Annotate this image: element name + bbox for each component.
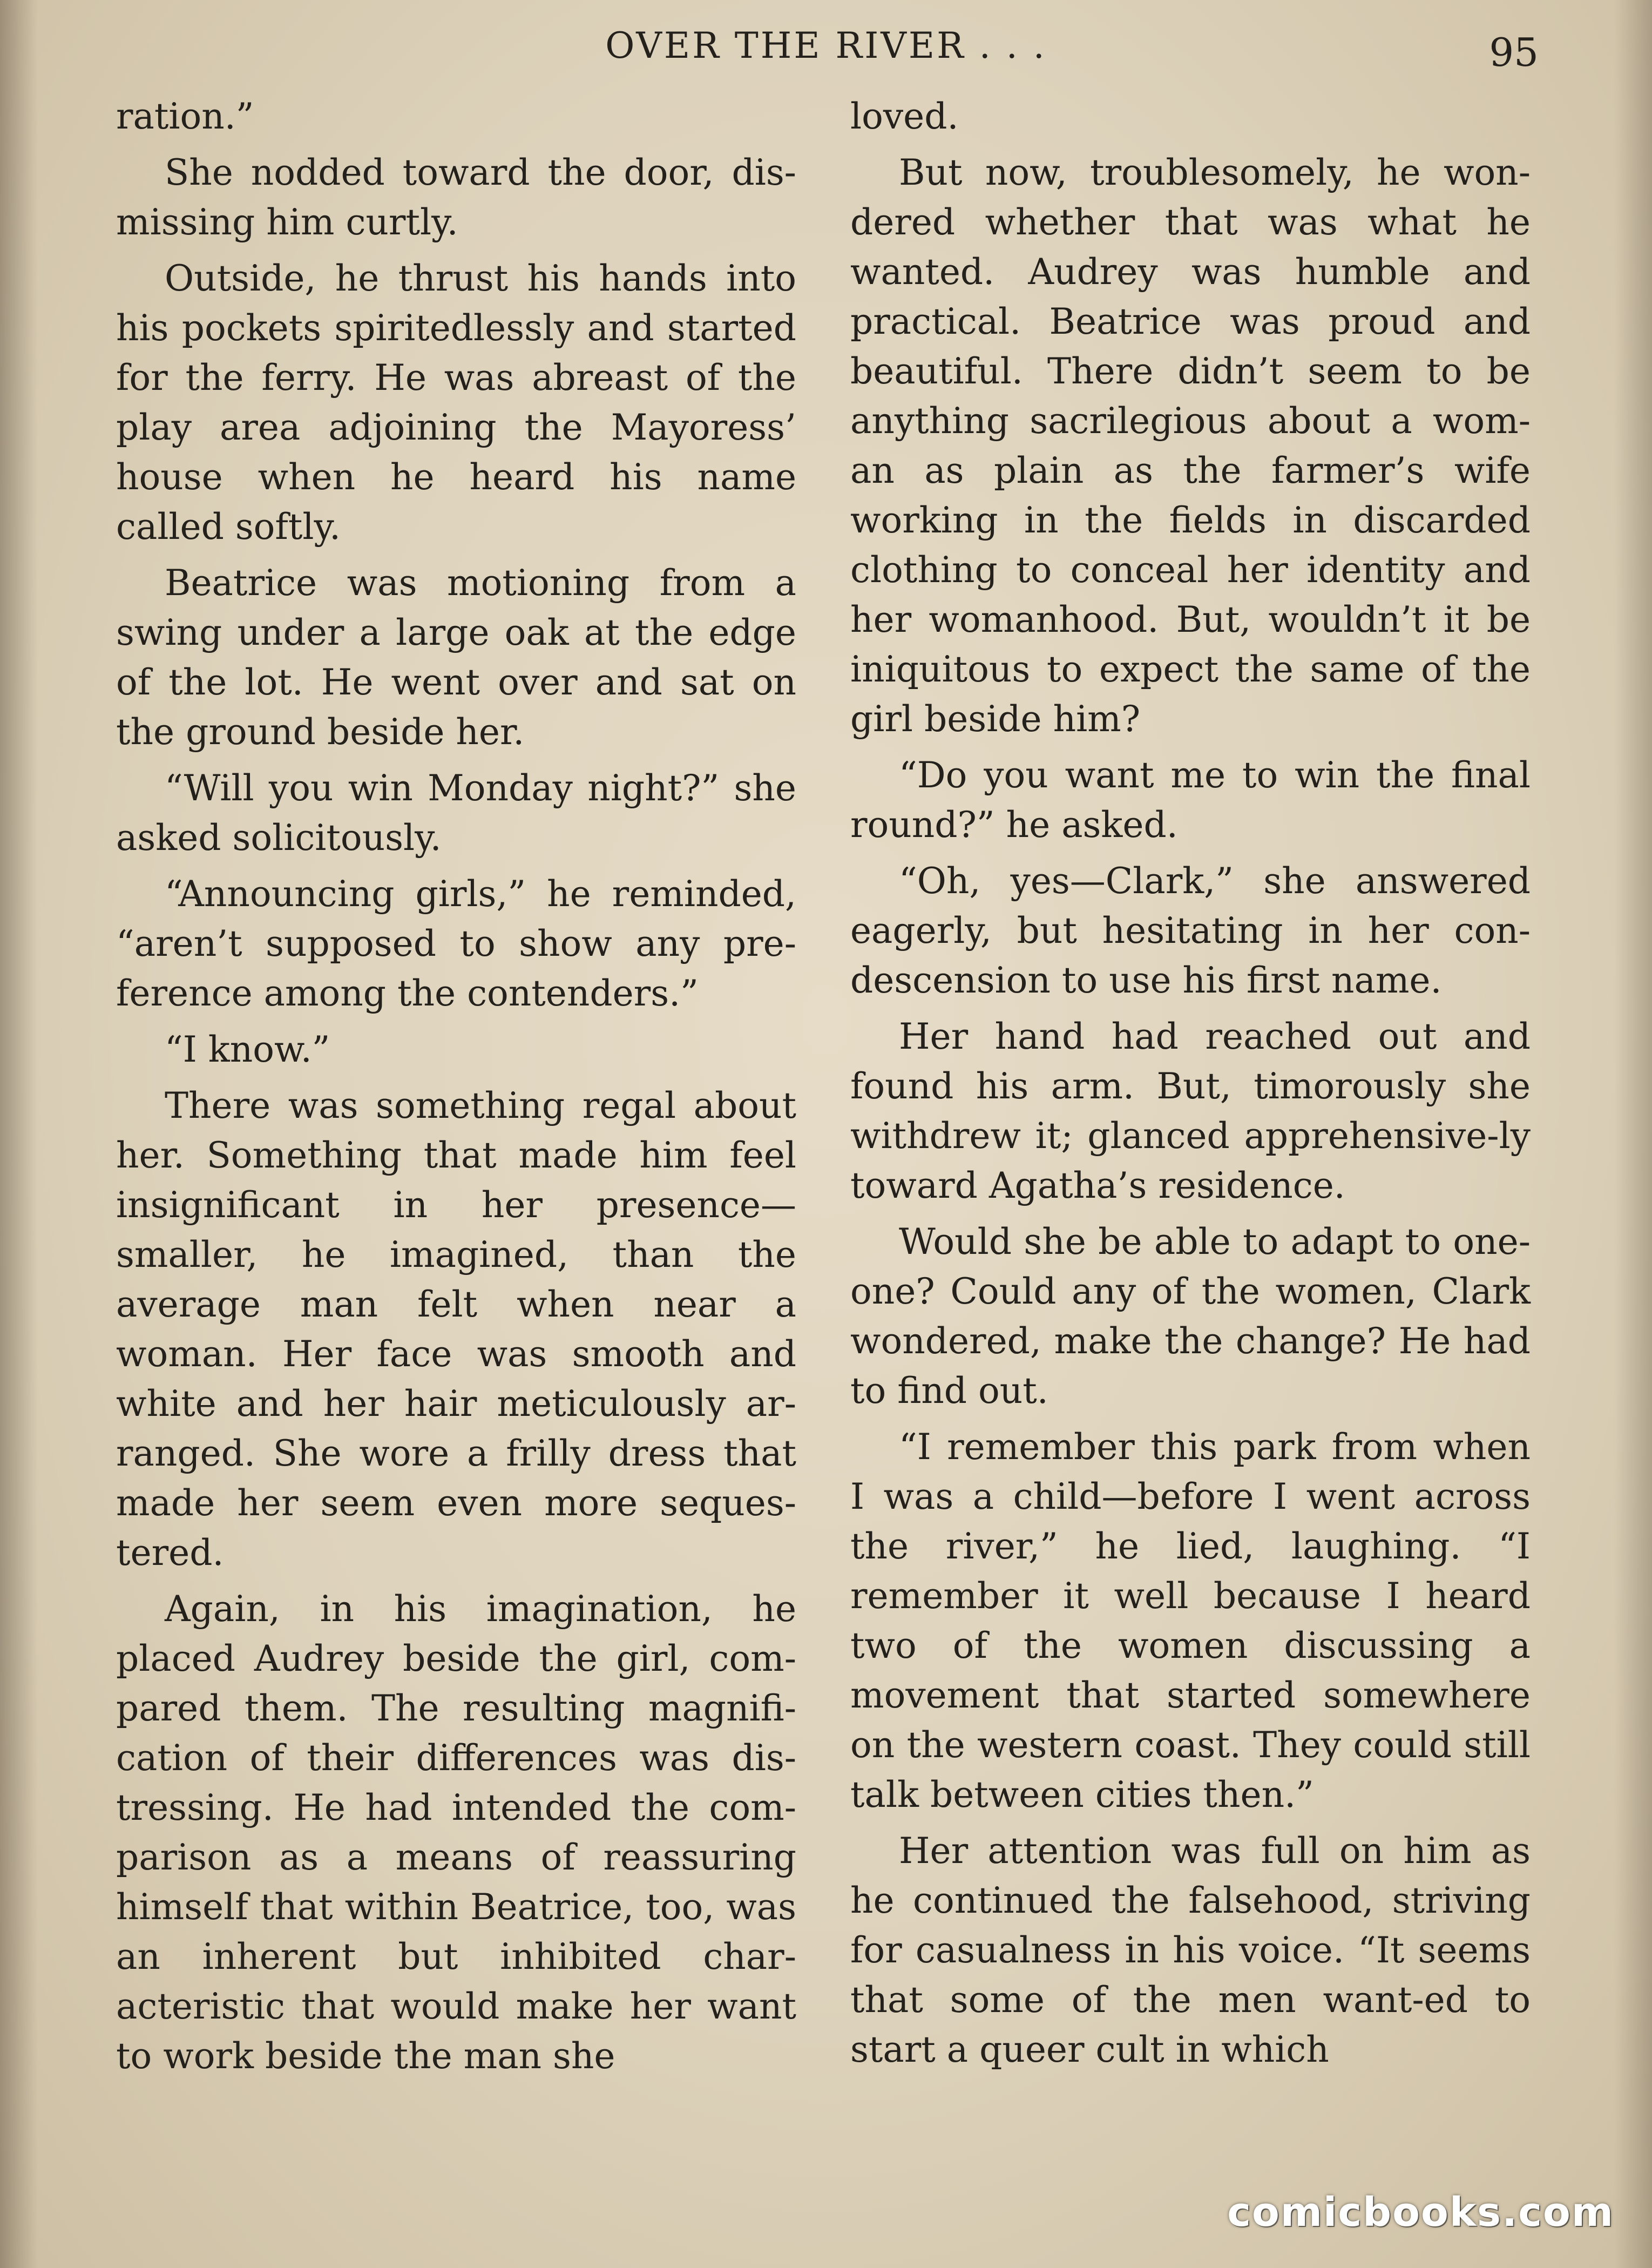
- paragraph: “Announcing girls,” he reminded, “aren’t supposed to show any pre-ference among the contenders.”: [116, 873, 796, 1014]
- left-text-column: [116, 92, 796, 2088]
- paragraph: “I know.”: [165, 1029, 330, 1070]
- paragraph: There was something regal about her. Something that made him feel insignificant in her presence—smaller, he imagined, than the average man felt when near a woman. Her face was smooth and white and her hair meticulously ar-ranged. She wore a frilly dress that made her seem even more seques-tered.: [116, 1085, 796, 1574]
- running-title: OVER THE RIVER . . .: [605, 25, 1047, 66]
- paragraph: Again, in his imagination, he placed Audrey beside the girl, com-pared them. The resulting magnifi-cation of their differences was dis-tressing. He had intended the com-parison as a means of reassuring himself that within Beatrice, too, was an inherent but inhibited char-acteristic that would make her want to work beside the man she: [116, 1588, 796, 2077]
- paragraph: Would she be able to adapt to one-one? Could any of the women, Clark wondered, make the change? He had to find out.: [850, 1221, 1531, 1412]
- page-number: 95: [1489, 30, 1539, 75]
- right-text-column: [850, 92, 1531, 2081]
- paragraph: She nodded toward the door, dis-missing him curtly.: [116, 152, 796, 243]
- paragraph: Beatrice was motioning from a swing under a large oak at the edge of the lot. He went over and sat on the ground beside her.: [116, 562, 796, 753]
- paragraph: “I remember this park from when I was a child—before I went across the river,” he lied, laughing. “I remember it well because I heard two of the women discussing a movement that started somewhere on the western coast. They could still talk between cities then.”: [850, 1426, 1531, 1815]
- paragraph: But now, troublesomely, he won-dered whether that was what he wanted. Audrey was humble and practical. Beatrice was proud and beautiful. There didn’t seem to be anything sacrilegious about a wom-an as plain as the farmer’s wife working in the fields in discarded clothing to conceal her identity and her womanhood. But, wouldn’t it be iniquitous to expect the same of the girl beside him?: [850, 152, 1531, 740]
- site-watermark: comicbooks.com: [1227, 2189, 1614, 2236]
- right-page-edge: [1614, 0, 1652, 2268]
- page-header: [0, 16, 1652, 76]
- paragraph: loved.: [850, 96, 959, 137]
- paragraph: ration.”: [116, 96, 254, 137]
- paragraph: Her hand had reached out and found his arm. But, timorously she withdrew it; glanced apprehensive-ly toward Agatha’s residence.: [850, 1016, 1531, 1206]
- paragraph: “Do you want me to win the final round?” he asked.: [850, 754, 1531, 846]
- paragraph: Outside, he thrust his hands into his pockets spiritedlessly and started for the ferry. He was abreast of the play area adjoining the Mayoress’ house when he heard his name called softly.: [116, 258, 796, 548]
- paragraph: “Will you win Monday night?” she asked solicitously.: [116, 767, 796, 859]
- paragraph: Her attention was full on him as he continued the falsehood, striving for casualness in his voice. “It seems that some of the men want-ed to start a queer cult in which: [850, 1830, 1531, 2070]
- paragraph: “Oh, yes—Clark,” she answered eagerly, but hesitating in her con-descension to use his first name.: [850, 860, 1531, 1001]
- left-page-edge: [0, 0, 38, 2268]
